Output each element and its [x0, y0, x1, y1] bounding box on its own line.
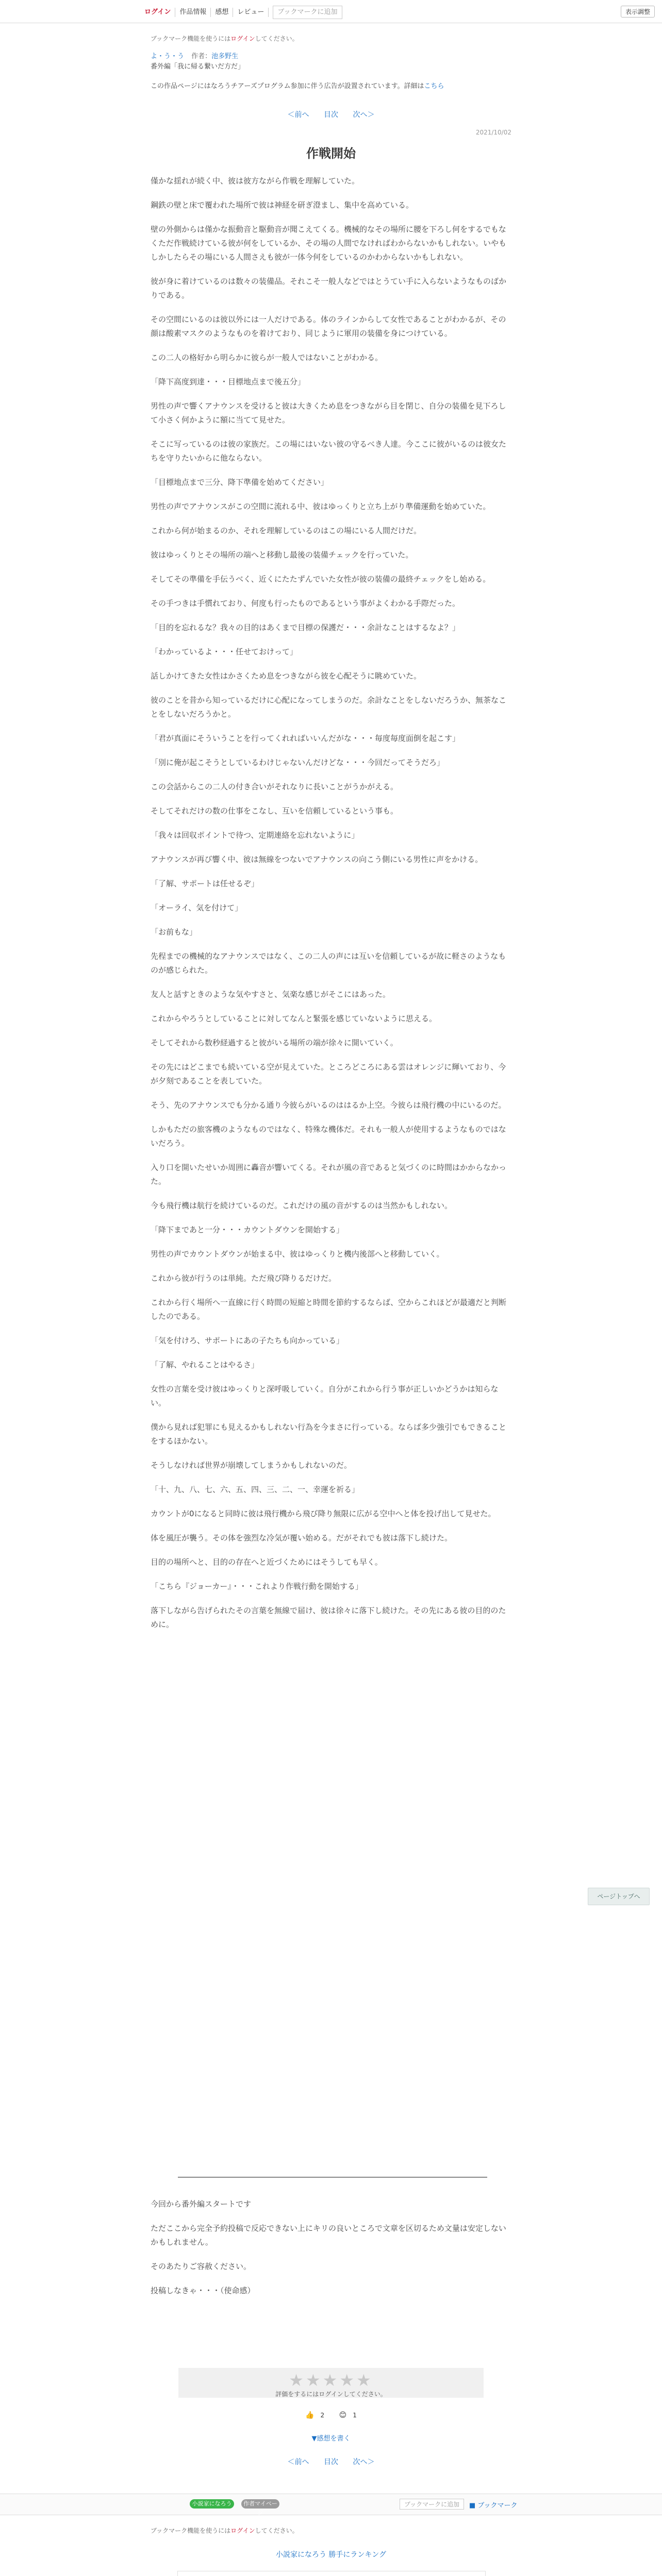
bookmark-login-notice-bottom [151, 2526, 299, 2535]
author-label: 作者： [191, 53, 212, 60]
display-settings-button[interactable]: 表示調整 [621, 6, 655, 18]
body-paragraph: 僕から見れば犯罪にも見えるかもしれない行為を今まさに行っている。ならば多少強引でもできることをするほかない。 [151, 1422, 507, 1446]
body-paragraph: この二人の格好から明らかに彼らが一般人ではないことがわかる。 [151, 353, 383, 362]
body-paragraph: 彼が身に着けているのは数々の装備品。それこそ一般人などではとうてい手に入らないようなものばかりである。 [151, 277, 507, 300]
body-paragraph: 「了解、サポートは任せるぞ」 [151, 879, 259, 888]
site-pill-button[interactable]: 小説家になろう [190, 2499, 234, 2509]
notice-text: ブックマーク機能を使うには [151, 35, 231, 42]
novel-body [151, 174, 511, 1642]
afterword-paragraph: 今回から番外編スタートです [151, 2199, 252, 2209]
smile-count: 1 [353, 2412, 357, 2419]
chapter-pager-bottom [151, 2456, 511, 2467]
publish-date: 2021/10/02 [475, 129, 511, 136]
body-paragraph: 僅かな揺れが続く中、彼は彼方ながら作戦を理解していた。 [151, 176, 360, 185]
ad-notice-link[interactable]: こちら [424, 82, 444, 90]
login-link[interactable]: ログイン [140, 8, 175, 17]
bookmark-icon: ■ [469, 2502, 478, 2510]
body-paragraph: アナウンスが再び響く中、彼は無線をつないでアナウンスの向こう側にいる男性に声をかける。 [151, 855, 483, 864]
body-paragraph: これから彼が行うのは単純。ただ飛び降りるだけだ。 [151, 1274, 337, 1283]
body-paragraph: 彼のことを昔から知っているだけに心配になってしまうのだ。余計なことをしないだろうか、無茶なことをしないだろうかと。 [151, 696, 507, 719]
top-nav [140, 6, 342, 19]
body-paragraph: 「こちら『ジョーカー』・・・これより作戦行動を開始する」 [151, 1582, 363, 1591]
chapter-pager-top [151, 109, 511, 120]
smile-icon: 😊 [339, 2411, 347, 2419]
rating-stars[interactable]: ★★★★★ [289, 2370, 373, 2390]
body-paragraph: 「オーライ、気を付けて」 [151, 903, 243, 912]
body-paragraph: 「君が真面にそういうことを行ってくれればいいんだがな・・・毎度毎度面倒を起こす」 [151, 734, 460, 743]
body-paragraph: その手つきは手慣れており、何度も行ったものであるという事がよくわかる手際だった。 [151, 599, 460, 608]
notice-text-after: してください。 [255, 35, 299, 42]
reaction-buttons [178, 2411, 484, 2419]
notice-bottom-login-link[interactable]: ログイン [230, 2527, 255, 2534]
thumbs-up-reaction[interactable] [302, 2411, 327, 2419]
afterword [151, 2197, 511, 2308]
body-paragraph: これから何が始まるのか、それを理解しているのはこの場にいる人間だけだ。 [151, 526, 422, 535]
new-impressions-box [177, 2571, 486, 2576]
body-paragraph: 「我々は回収ポイントで待つ、定期連絡を忘れないように」 [151, 831, 359, 840]
top-nav-bar [0, 0, 662, 23]
body-paragraph: 入り口を開いたせいか周囲に轟音が響いてくる。それが風の音であると気づくのに時間はかからなかった。 [151, 1163, 507, 1186]
body-paragraph: この会話からこの二人の付き合いがそれなりに長いことがうかがえる。 [151, 782, 399, 791]
body-paragraph: 友人と話すときのような気やすさと、気楽な感じがそこにはあった。 [151, 990, 390, 999]
body-paragraph: 「別に俺が起こそうとしているわけじゃないんだけどな・・・今回だってそうだろ」 [151, 758, 445, 767]
body-paragraph: 落下しながら告げられたその言葉を無線で届け、彼は徐々に落下し続けた。その先にある彼の目的のために。 [151, 1606, 506, 1629]
series-info [151, 52, 511, 72]
nav-work-info[interactable]: 作品情報 [175, 8, 211, 17]
ad-notice [151, 80, 511, 90]
notice-bottom-text-after: してください。 [255, 2527, 299, 2534]
page-top-button[interactable]: ページトップへ [588, 1888, 650, 1905]
thumbs-up-icon: 👍 [305, 2411, 315, 2419]
toc-link-bottom[interactable]: 目次 [324, 2458, 338, 2466]
body-paragraph: 先程までの機械的なアナウンスではなく、この二人の声には互いを信頼しているが故に軽さのようなものが感じられた。 [151, 952, 506, 975]
body-paragraph: そしてその準備を手伝うべく、近くにたたずんでいた女性が彼の装備の最終チェックをし始める。 [151, 574, 491, 584]
body-paragraph: そう、先のアナウンスでも分かる通り今彼らがいるのははるか上空。今彼らは飛行機の中にいるのだ。 [151, 1100, 506, 1110]
body-paragraph: 「気を付けろ、サポートにあの子たちも向かっている」 [151, 1336, 344, 1345]
body-paragraph: 男性の声でアナウンスがこの空間に流れる中、彼はゆっくりと立ち上がり準備運動を始めていた。 [151, 502, 491, 511]
bookmark-link[interactable] [469, 2500, 518, 2510]
body-paragraph: 「目的を忘れるな？我々の目的はあくまで目標の保護だ・・・余計なことはするなよ？」 [151, 623, 460, 632]
smile-reaction[interactable] [336, 2411, 360, 2419]
body-paragraph: 男性の声でカウントダウンが始まる中、彼はゆっくりと機内後部へと移動していく。 [151, 1249, 444, 1259]
afterword-paragraph: ただここから完全予約投稿で反応できない上にキリの良いところで文章を区切るため文量は安定しないかもしれません。 [151, 2224, 506, 2247]
notice-bottom-text: ブックマーク機能を使うには [151, 2527, 231, 2534]
body-paragraph: カウントが0になると同時に彼は飛行機から飛び降り無限に広がる空中へと体を投げ出して見せた。 [151, 1509, 496, 1518]
author-page-pill-button[interactable]: 作者マイページ [241, 2499, 279, 2509]
body-paragraph: そしてそれだけの数の仕事をこなし、互いを信頼しているという事も。 [151, 806, 399, 816]
body-paragraph: 「降下まであと一分・・・カウントダウンを開始する」 [151, 1225, 344, 1234]
body-paragraph: これからやろうとしていることに対してなんと緊張を感じていないように思える。 [151, 1014, 437, 1023]
series-title-link[interactable]: よ・う・う [151, 53, 185, 60]
bookmark-login-notice [151, 34, 511, 43]
rating-note: 評価をするにはログインしてください。 [275, 2391, 387, 2398]
body-paragraph: その空間にいるのは彼以外には一人だけである。体のラインからして女性であることがわかるが、その顔は酸素マスクのようなものを着けており、同じように軍用の装備を身につけている。 [151, 315, 506, 338]
afterword-paragraph: そのあたりご容赦ください。 [151, 2262, 252, 2271]
bookmark-add-button[interactable]: ブックマークに追加 [273, 6, 342, 19]
body-paragraph: 「わかっているよ・・・任せておけって」 [151, 647, 298, 656]
toc-link[interactable]: 目次 [324, 111, 338, 119]
nav-impressions[interactable]: 感想 [211, 8, 233, 17]
body-paragraph: 「お前もな」 [151, 927, 197, 937]
nav-review[interactable]: レビュー [233, 8, 269, 17]
body-paragraph: 話しかけてきた女性はかさくため息をつきながら彼を心配そうに眺めていた。 [151, 671, 422, 681]
body-paragraph: 女性の言葉を受け彼はゆっくりと深呼吸していく。自分がこれから行う事が正しいかどうかは知らない。 [151, 1384, 499, 1408]
ranking-link[interactable]: 小説家になろう 勝手にランキング [275, 2551, 387, 2559]
next-link[interactable]: 次へ＞ [353, 111, 375, 119]
body-paragraph: 鋼鉄の壁と床で覆われた場所で彼は神経を研ぎ澄まし、集中を高めている。 [151, 200, 414, 210]
footer-toolbar [0, 2494, 662, 2515]
author-link[interactable]: 池多野生 [211, 53, 239, 60]
body-paragraph: 「降下高度到達・・・目標地点まで後五分」 [151, 377, 306, 386]
body-paragraph: 「十、九、八、七、六、五、四、三、二、一、幸運を祈る」 [151, 1485, 360, 1494]
notice-login-link[interactable]: ログイン [230, 35, 255, 42]
episode-title: 作戦開始 [306, 146, 356, 161]
afterword-divider [178, 2177, 487, 2178]
write-impression-link[interactable]: ▼感想を書く [311, 2435, 351, 2443]
body-paragraph: 今も飛行機は航行を続けているのだ。これだけの風の音がするのは当然かもしれない。 [151, 1201, 453, 1210]
thumbs-count: 2 [320, 2412, 325, 2419]
body-paragraph: 「目標地点まで三分、降下準備を始めてください」 [151, 478, 329, 487]
prev-link[interactable]: ＜前へ [287, 111, 309, 119]
body-paragraph: これから行く場所へ一直線に行く時間の短縮と時間を節約するならば、空からこれほどが最適だと判断したのである。 [151, 1298, 507, 1321]
ad-notice-text: この作品ページにはなろうチアーズプログラム参加に伴う広告が設置されています。詳細は [151, 82, 424, 90]
afterword-paragraph: 投稿しなきゃ・・・（使命感） [151, 2286, 255, 2295]
body-paragraph: 壁の外側からは僅かな振動音と駆動音が聞こえてくる。機械的なその場所に腰を下ろし何をするでもなくただ作戦続けている彼が何をしているか、その場の人間でなければわからないかもしれない。いやもしかしたらその場にいる人間さえも彼が一体今何をしているのかわからないかもしれない。 [151, 225, 507, 262]
body-paragraph: そうしなければ世界が崩壊してしまうかもしれないのだ。 [151, 1461, 352, 1470]
body-paragraph: 体を風圧が襲う。その体を強烈な冷気が覆い始める。だがそれでも彼は落下し続けた。 [151, 1533, 453, 1543]
body-paragraph: そしてそれから数秒経過すると彼がいる場所の端が徐々に開いていく。 [151, 1038, 398, 1047]
body-paragraph: そこに写っているのは彼の家族だ。この場にはいない彼の守るべき人達。今ここに彼がいるのは彼女たちを守りたいからに他ならない。 [151, 439, 507, 463]
bookmark-label: ブックマーク [477, 2502, 518, 2510]
rating-box [178, 2368, 484, 2398]
bookmark-add-button-bottom[interactable]: ブックマークに追加 [400, 2499, 464, 2510]
body-paragraph: 目的の場所へと、目的の存在へと近づくためにはそうしても早く。 [151, 1557, 383, 1567]
chapter-name: 番外編「我に帰る繋いだ方だ」 [151, 63, 245, 71]
body-paragraph: 男性の声で響くアナウンスを受けると彼は大きくため息をつきながら目を閉じ、自分の装備を見下ろして小さく何かように額に当てて見せた。 [151, 401, 506, 425]
body-paragraph: 彼はゆっくりとその場所の端へと移動し最後の装備チェックを行っていた。 [151, 550, 413, 560]
prev-link-bottom[interactable]: ＜前へ [287, 2458, 309, 2466]
body-paragraph: 「了解、やれることはやるさ」 [151, 1360, 259, 1369]
body-paragraph: その先にはどこまでも続いている空が見えていた。ところどころにある雲はオレンジに輝いており、今が夕刻であることを表していた。 [151, 1062, 506, 1086]
next-link-bottom[interactable]: 次へ＞ [353, 2458, 375, 2466]
body-paragraph: しかもただの旅客機のようなものではなく、特殊な機体だ。それも一般人が使用するようなものではないだろう。 [151, 1125, 506, 1148]
